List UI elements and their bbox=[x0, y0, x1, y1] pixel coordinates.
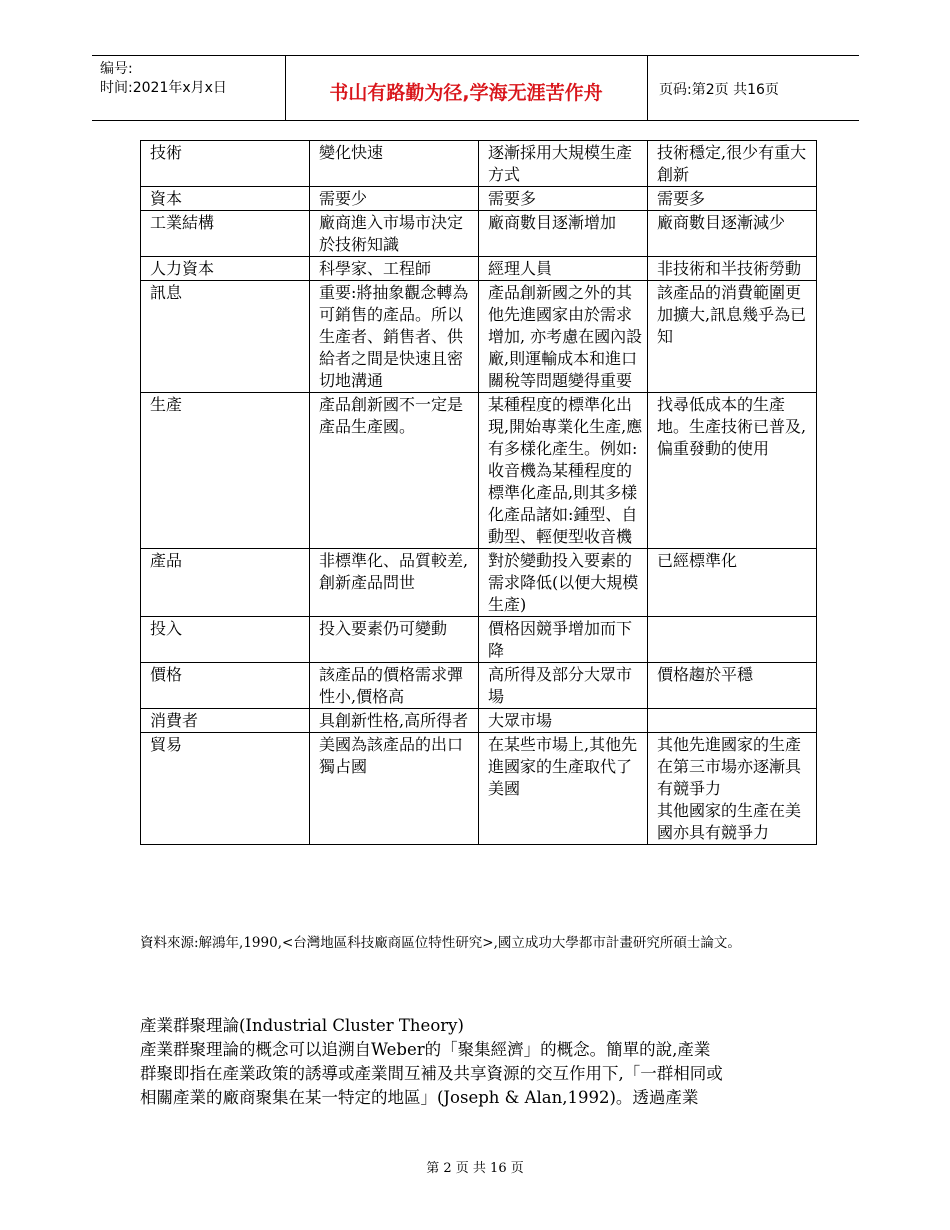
table-cell: 訊息 bbox=[141, 281, 310, 393]
table-cell: 在某些市場上,其他先進國家的生產取代了美國 bbox=[479, 733, 648, 845]
table-cell: 科學家、工程師 bbox=[310, 257, 479, 281]
table-cell: 經理人員 bbox=[479, 257, 648, 281]
table-cell: 廠商進入市場市決定於技術知識 bbox=[310, 211, 479, 257]
table-row bbox=[141, 257, 817, 281]
table-cell: 需要多 bbox=[648, 187, 817, 211]
table-cell: 對於變動投入要素的需求降低(以便大規模生產) bbox=[479, 549, 648, 617]
table-cell: 投入要素仍可變動 bbox=[310, 617, 479, 663]
paragraph-line: 群聚即指在產業政策的誘導或產業間互補及共享資源的交互作用下,「一群相同或 bbox=[140, 1064, 723, 1083]
table-row bbox=[141, 617, 817, 663]
table-cell: 高所得及部分大眾市場 bbox=[479, 663, 648, 709]
header-top-rule bbox=[92, 55, 859, 56]
table-row bbox=[141, 663, 817, 709]
page-footer: 第 2 页 共 16 页 bbox=[426, 1161, 524, 1176]
table-row bbox=[141, 393, 817, 549]
table-cell: 重要:將抽象觀念轉為可銷售的產品。所以生產者、銷售者、供給者之間是快速且密切地溝通 bbox=[310, 281, 479, 393]
product-lifecycle-table bbox=[140, 140, 817, 845]
table-cell: 產品創新國之外的其他先進國家由於需求增加, 亦考慮在國內設廠,則運輸成本和進口關稅等問題變得重要 bbox=[479, 281, 648, 393]
table-cell: 生產 bbox=[141, 393, 310, 549]
table-cell: 該產品的消費範圍更加擴大,訊息幾乎為已知 bbox=[648, 281, 817, 393]
table-cell: 變化快速 bbox=[310, 141, 479, 187]
table-cell: 技術穩定,很少有重大創新 bbox=[648, 141, 817, 187]
table-cell bbox=[648, 617, 817, 663]
header-time-label: 时间:2021年x月x日 bbox=[100, 80, 227, 96]
table-row bbox=[141, 709, 817, 733]
table-cell: 貿易 bbox=[141, 733, 310, 845]
table-cell: 其他先進國家的生產在第三市場亦逐漸具有競爭力 其他國家的生產在美國亦具有競爭力 bbox=[648, 733, 817, 845]
table-cell: 美國為該產品的出口獨占國 bbox=[310, 733, 479, 845]
table-cell: 資本 bbox=[141, 187, 310, 211]
table-cell: 產品創新國不一定是產品生產國。 bbox=[310, 393, 479, 549]
section-heading: 產業群聚理論(Industrial Cluster Theory) bbox=[140, 1016, 464, 1035]
table-cell: 非標準化、品質較差,創新產品問世 bbox=[310, 549, 479, 617]
table-cell: 價格 bbox=[141, 663, 310, 709]
table-cell: 非技術和半技術勞動 bbox=[648, 257, 817, 281]
table-cell: 價格因競爭增加而下降 bbox=[479, 617, 648, 663]
body-section bbox=[140, 1014, 820, 1110]
table-cell: 廠商數目逐漸增加 bbox=[479, 211, 648, 257]
header-meta bbox=[100, 60, 227, 98]
table-source-note: 資料來源:解鴻年,1990,<台灣地區科技廠商區位特性研究>,國立成功大學都市計畫研究所碩士論文。 bbox=[140, 935, 741, 951]
header-page-info: 页码:第2页 共16页 bbox=[659, 82, 779, 98]
table-cell: 某種程度的標準化出現,開始專業化生產,應有多樣化產生。例如:收音機為某種程度的標準化產品,則其多樣化產品諸如:鍾型、自動型、輕便型收音機 bbox=[479, 393, 648, 549]
header-divider-right bbox=[647, 55, 648, 120]
header-bottom-rule bbox=[92, 120, 859, 121]
table-cell: 工業結構 bbox=[141, 211, 310, 257]
table-cell: 價格趨於平穩 bbox=[648, 663, 817, 709]
table-row bbox=[141, 141, 817, 187]
table-cell: 人力資本 bbox=[141, 257, 310, 281]
table-cell: 該產品的價格需求彈性小,價格高 bbox=[310, 663, 479, 709]
table-cell: 技術 bbox=[141, 141, 310, 187]
paragraph-line: 相關產業的廠商聚集在某一特定的地區」(Joseph & Alan,1992)。透過產業 bbox=[140, 1088, 699, 1107]
table-row bbox=[141, 733, 817, 845]
table-cell: 已經標準化 bbox=[648, 549, 817, 617]
table-cell: 產品 bbox=[141, 549, 310, 617]
table-row bbox=[141, 281, 817, 393]
table-body bbox=[141, 141, 817, 845]
table-row bbox=[141, 211, 817, 257]
table-cell: 大眾市場 bbox=[479, 709, 648, 733]
table-cell: 需要多 bbox=[479, 187, 648, 211]
table-cell: 投入 bbox=[141, 617, 310, 663]
table-cell: 消費者 bbox=[141, 709, 310, 733]
header-number-label: 编号: bbox=[100, 61, 133, 77]
table-cell bbox=[648, 709, 817, 733]
table-cell: 廠商數目逐漸減少 bbox=[648, 211, 817, 257]
header-motto: 书山有路勤为径,学海无涯苦作舟 bbox=[329, 82, 603, 104]
table-cell: 需要少 bbox=[310, 187, 479, 211]
paragraph-line: 產業群聚理論的概念可以追溯自Weber的「聚集經濟」的概念。簡單的說,產業 bbox=[140, 1040, 711, 1059]
table-cell: 找尋低成本的生產地。生產技術已普及,偏重發動的使用 bbox=[648, 393, 817, 549]
table-cell: 逐漸採用大規模生產方式 bbox=[479, 141, 648, 187]
table-cell: 具創新性格,高所得者 bbox=[310, 709, 479, 733]
table-row bbox=[141, 549, 817, 617]
table-row bbox=[141, 187, 817, 211]
